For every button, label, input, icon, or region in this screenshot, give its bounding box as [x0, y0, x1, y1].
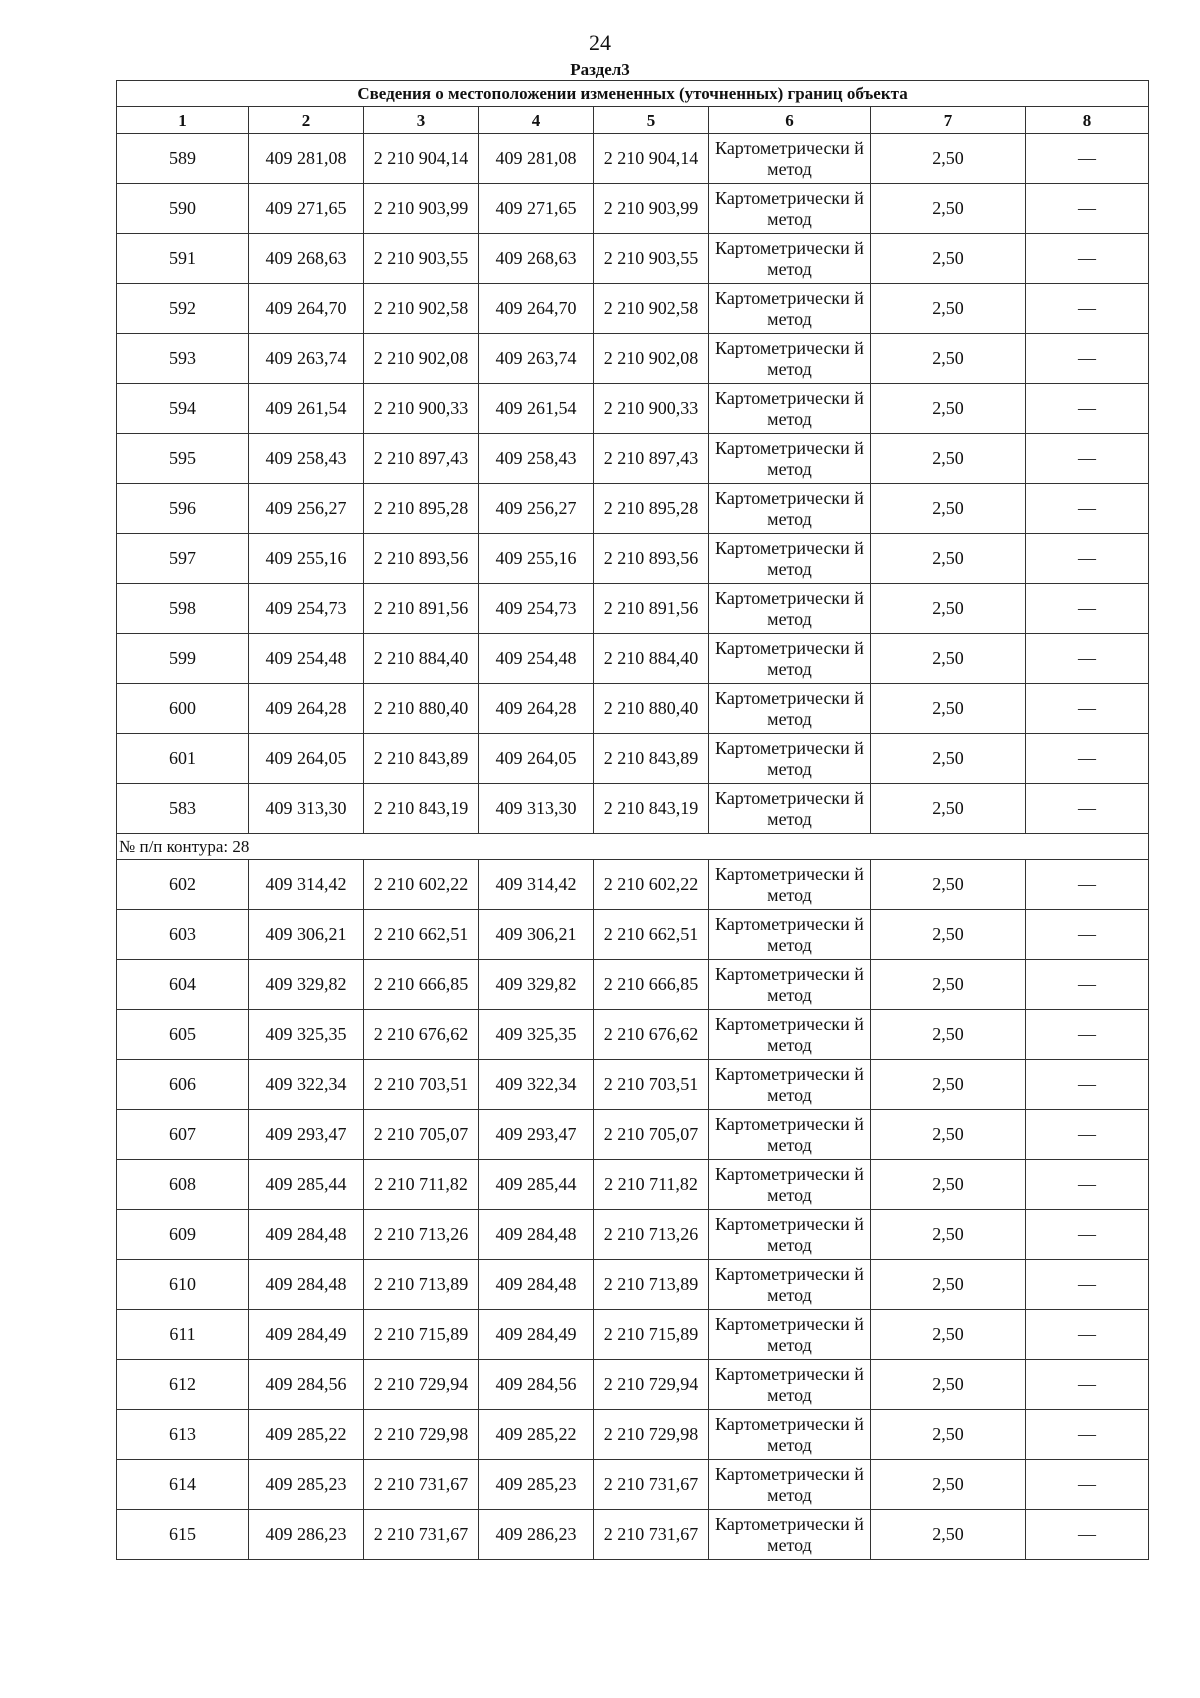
x-old-cell: 409 284,48: [249, 1210, 364, 1260]
x-old-cell: 409 268,63: [249, 234, 364, 284]
x-new-cell: 409 286,23: [479, 1510, 594, 1560]
point-number-cell: 615: [117, 1510, 249, 1560]
table-row: [117, 1310, 1149, 1360]
x-new-cell: 409 314,42: [479, 860, 594, 910]
y-new-cell: 2 210 715,89: [594, 1310, 709, 1360]
point-number-cell: 583: [117, 784, 249, 834]
method-cell: Картометрически й метод: [709, 784, 871, 834]
y-new-cell: 2 210 705,07: [594, 1110, 709, 1160]
description-cell: —: [1026, 960, 1149, 1010]
y-old-cell: 2 210 666,85: [364, 960, 479, 1010]
point-number-cell: 608: [117, 1160, 249, 1210]
point-number-cell: 599: [117, 634, 249, 684]
y-old-cell: 2 210 903,55: [364, 234, 479, 284]
y-old-cell: 2 210 900,33: [364, 384, 479, 434]
y-old-cell: 2 210 713,26: [364, 1210, 479, 1260]
accuracy-cell: 2,50: [871, 1360, 1026, 1410]
method-cell: Картометрически й метод: [709, 434, 871, 484]
accuracy-cell: 2,50: [871, 1460, 1026, 1510]
y-old-cell: 2 210 902,58: [364, 284, 479, 334]
method-cell: Картометрически й метод: [709, 284, 871, 334]
point-number-cell: 603: [117, 910, 249, 960]
x-new-cell: 409 329,82: [479, 960, 594, 1010]
point-number-cell: 598: [117, 584, 249, 634]
description-cell: —: [1026, 584, 1149, 634]
description-cell: —: [1026, 484, 1149, 534]
x-old-cell: 409 281,08: [249, 134, 364, 184]
accuracy-cell: 2,50: [871, 1160, 1026, 1210]
table-row: [117, 1010, 1149, 1060]
x-new-cell: 409 256,27: [479, 484, 594, 534]
point-number-cell: 595: [117, 434, 249, 484]
y-new-cell: 2 210 662,51: [594, 910, 709, 960]
x-new-cell: 409 264,70: [479, 284, 594, 334]
point-number-cell: 601: [117, 734, 249, 784]
y-old-cell: 2 210 904,14: [364, 134, 479, 184]
y-old-cell: 2 210 729,94: [364, 1360, 479, 1410]
table-row: [117, 1110, 1149, 1160]
coordinates-table: [116, 80, 1149, 1560]
accuracy-cell: 2,50: [871, 234, 1026, 284]
point-number-cell: 612: [117, 1360, 249, 1410]
point-number-cell: 614: [117, 1460, 249, 1510]
x-old-cell: 409 264,28: [249, 684, 364, 734]
y-new-cell: 2 210 884,40: [594, 634, 709, 684]
table-row: [117, 184, 1149, 234]
accuracy-cell: 2,50: [871, 860, 1026, 910]
method-cell: Картометрически й метод: [709, 910, 871, 960]
y-new-cell: 2 210 891,56: [594, 584, 709, 634]
y-old-cell: 2 210 880,40: [364, 684, 479, 734]
x-old-cell: 409 271,65: [249, 184, 364, 234]
y-new-cell: 2 210 897,43: [594, 434, 709, 484]
table-caption-row: [117, 81, 1149, 107]
point-number-cell: 597: [117, 534, 249, 584]
method-cell: Картометрически й метод: [709, 534, 871, 584]
y-old-cell: 2 210 902,08: [364, 334, 479, 384]
description-cell: —: [1026, 234, 1149, 284]
description-cell: —: [1026, 1510, 1149, 1560]
y-new-cell: 2 210 903,55: [594, 234, 709, 284]
accuracy-cell: 2,50: [871, 960, 1026, 1010]
table-row: [117, 1510, 1149, 1560]
x-old-cell: 409 322,34: [249, 1060, 364, 1110]
point-number-cell: 604: [117, 960, 249, 1010]
accuracy-cell: 2,50: [871, 334, 1026, 384]
x-old-cell: 409 261,54: [249, 384, 364, 434]
accuracy-cell: 2,50: [871, 284, 1026, 334]
column-header: 6: [709, 107, 871, 134]
x-new-cell: 409 261,54: [479, 384, 594, 434]
x-old-cell: 409 258,43: [249, 434, 364, 484]
description-cell: —: [1026, 1310, 1149, 1360]
x-old-cell: 409 313,30: [249, 784, 364, 834]
y-old-cell: 2 210 705,07: [364, 1110, 479, 1160]
y-old-cell: 2 210 713,89: [364, 1260, 479, 1310]
contour-label: № п/п контура: 28: [117, 834, 1149, 860]
x-new-cell: 409 258,43: [479, 434, 594, 484]
x-new-cell: 409 284,48: [479, 1260, 594, 1310]
method-cell: Картометрически й метод: [709, 734, 871, 784]
y-new-cell: 2 210 902,08: [594, 334, 709, 384]
y-old-cell: 2 210 731,67: [364, 1510, 479, 1560]
accuracy-cell: 2,50: [871, 784, 1026, 834]
description-cell: —: [1026, 184, 1149, 234]
description-cell: —: [1026, 860, 1149, 910]
accuracy-cell: 2,50: [871, 734, 1026, 784]
method-cell: Картометрически й метод: [709, 334, 871, 384]
x-new-cell: 409 284,49: [479, 1310, 594, 1360]
accuracy-cell: 2,50: [871, 1410, 1026, 1460]
x-new-cell: 409 284,56: [479, 1360, 594, 1410]
y-new-cell: 2 210 676,62: [594, 1010, 709, 1060]
method-cell: Картометрически й метод: [709, 684, 871, 734]
method-cell: Картометрически й метод: [709, 234, 871, 284]
point-number-cell: 606: [117, 1060, 249, 1110]
method-cell: Картометрически й метод: [709, 1360, 871, 1410]
table-row: [117, 734, 1149, 784]
x-new-cell: 409 306,21: [479, 910, 594, 960]
y-old-cell: 2 210 602,22: [364, 860, 479, 910]
table-row: [117, 384, 1149, 434]
y-new-cell: 2 210 729,98: [594, 1410, 709, 1460]
table-row: [117, 484, 1149, 534]
method-cell: Картометрически й метод: [709, 1210, 871, 1260]
y-new-cell: 2 210 731,67: [594, 1510, 709, 1560]
description-cell: —: [1026, 1460, 1149, 1510]
table-row: [117, 1210, 1149, 1260]
y-new-cell: 2 210 843,89: [594, 734, 709, 784]
x-old-cell: 409 256,27: [249, 484, 364, 534]
x-old-cell: 409 314,42: [249, 860, 364, 910]
table-row: [117, 1160, 1149, 1210]
accuracy-cell: 2,50: [871, 1110, 1026, 1160]
y-new-cell: 2 210 703,51: [594, 1060, 709, 1110]
method-cell: Картометрически й метод: [709, 960, 871, 1010]
x-new-cell: 409 285,23: [479, 1460, 594, 1510]
table-row: [117, 1260, 1149, 1310]
accuracy-cell: 2,50: [871, 1260, 1026, 1310]
x-old-cell: 409 285,22: [249, 1410, 364, 1460]
point-number-cell: 605: [117, 1010, 249, 1060]
table-row: [117, 1460, 1149, 1510]
column-header: 8: [1026, 107, 1149, 134]
x-new-cell: 409 264,05: [479, 734, 594, 784]
table-caption: Сведения о местоположении измененных (уточненных) границ объекта: [117, 81, 1149, 107]
x-old-cell: 409 254,73: [249, 584, 364, 634]
accuracy-cell: 2,50: [871, 1310, 1026, 1360]
point-number-cell: 613: [117, 1410, 249, 1460]
description-cell: —: [1026, 1260, 1149, 1310]
y-old-cell: 2 210 891,56: [364, 584, 479, 634]
x-new-cell: 409 313,30: [479, 784, 594, 834]
accuracy-cell: 2,50: [871, 910, 1026, 960]
y-old-cell: 2 210 903,99: [364, 184, 479, 234]
y-new-cell: 2 210 893,56: [594, 534, 709, 584]
x-old-cell: 409 254,48: [249, 634, 364, 684]
method-cell: Картометрически й метод: [709, 860, 871, 910]
accuracy-cell: 2,50: [871, 534, 1026, 584]
method-cell: Картометрически й метод: [709, 1010, 871, 1060]
contour-label-row: [117, 834, 1149, 860]
x-old-cell: 409 293,47: [249, 1110, 364, 1160]
y-new-cell: 2 210 711,82: [594, 1160, 709, 1210]
table-row: [117, 1360, 1149, 1410]
table-row: [117, 584, 1149, 634]
method-cell: Картометрически й метод: [709, 1310, 871, 1360]
description-cell: —: [1026, 634, 1149, 684]
y-new-cell: 2 210 713,26: [594, 1210, 709, 1260]
description-cell: —: [1026, 784, 1149, 834]
x-new-cell: 409 284,48: [479, 1210, 594, 1260]
x-new-cell: 409 254,48: [479, 634, 594, 684]
table-row: [117, 1410, 1149, 1460]
description-cell: —: [1026, 334, 1149, 384]
x-new-cell: 409 293,47: [479, 1110, 594, 1160]
accuracy-cell: 2,50: [871, 1510, 1026, 1560]
description-cell: —: [1026, 910, 1149, 960]
x-new-cell: 409 271,65: [479, 184, 594, 234]
y-old-cell: 2 210 731,67: [364, 1460, 479, 1510]
accuracy-cell: 2,50: [871, 384, 1026, 434]
point-number-cell: 592: [117, 284, 249, 334]
x-new-cell: 409 254,73: [479, 584, 594, 634]
point-number-cell: 589: [117, 134, 249, 184]
accuracy-cell: 2,50: [871, 1210, 1026, 1260]
y-old-cell: 2 210 662,51: [364, 910, 479, 960]
section-title: Раздел3: [570, 60, 630, 79]
y-old-cell: 2 210 893,56: [364, 534, 479, 584]
y-new-cell: 2 210 900,33: [594, 384, 709, 434]
x-old-cell: 409 306,21: [249, 910, 364, 960]
x-new-cell: 409 285,44: [479, 1160, 594, 1210]
method-cell: Картометрически й метод: [709, 634, 871, 684]
table-row: [117, 634, 1149, 684]
table-row: [117, 284, 1149, 334]
table-row: [117, 234, 1149, 284]
y-new-cell: 2 210 729,94: [594, 1360, 709, 1410]
y-new-cell: 2 210 731,67: [594, 1460, 709, 1510]
table-row: [117, 960, 1149, 1010]
table-row: [117, 860, 1149, 910]
accuracy-cell: 2,50: [871, 184, 1026, 234]
column-header: 4: [479, 107, 594, 134]
column-header: 3: [364, 107, 479, 134]
y-new-cell: 2 210 895,28: [594, 484, 709, 534]
y-new-cell: 2 210 843,19: [594, 784, 709, 834]
method-cell: Картометрически й метод: [709, 484, 871, 534]
x-new-cell: 409 263,74: [479, 334, 594, 384]
y-old-cell: 2 210 884,40: [364, 634, 479, 684]
method-cell: Картометрически й метод: [709, 1060, 871, 1110]
x-old-cell: 409 264,05: [249, 734, 364, 784]
table-row: [117, 334, 1149, 384]
description-cell: —: [1026, 134, 1149, 184]
table-row: [117, 534, 1149, 584]
x-new-cell: 409 264,28: [479, 684, 594, 734]
y-new-cell: 2 210 902,58: [594, 284, 709, 334]
description-cell: —: [1026, 534, 1149, 584]
method-cell: Картометрически й метод: [709, 384, 871, 434]
x-new-cell: 409 325,35: [479, 1010, 594, 1060]
x-new-cell: 409 268,63: [479, 234, 594, 284]
accuracy-cell: 2,50: [871, 634, 1026, 684]
x-new-cell: 409 322,34: [479, 1060, 594, 1110]
x-old-cell: 409 286,23: [249, 1510, 364, 1560]
table-row: [117, 910, 1149, 960]
method-cell: Картометрически й метод: [709, 134, 871, 184]
x-old-cell: 409 285,23: [249, 1460, 364, 1510]
y-old-cell: 2 210 895,28: [364, 484, 479, 534]
column-header: 7: [871, 107, 1026, 134]
y-old-cell: 2 210 843,19: [364, 784, 479, 834]
y-new-cell: 2 210 666,85: [594, 960, 709, 1010]
point-number-cell: 593: [117, 334, 249, 384]
point-number-cell: 594: [117, 384, 249, 434]
description-cell: —: [1026, 434, 1149, 484]
accuracy-cell: 2,50: [871, 684, 1026, 734]
y-old-cell: 2 210 711,82: [364, 1160, 479, 1210]
description-cell: —: [1026, 1110, 1149, 1160]
y-old-cell: 2 210 715,89: [364, 1310, 479, 1360]
method-cell: Картометрически й метод: [709, 584, 871, 634]
x-old-cell: 409 284,56: [249, 1360, 364, 1410]
description-cell: —: [1026, 1360, 1149, 1410]
column-header: 1: [117, 107, 249, 134]
y-new-cell: 2 210 904,14: [594, 134, 709, 184]
x-old-cell: 409 329,82: [249, 960, 364, 1010]
description-cell: —: [1026, 1060, 1149, 1110]
description-cell: —: [1026, 684, 1149, 734]
accuracy-cell: 2,50: [871, 434, 1026, 484]
x-new-cell: 409 281,08: [479, 134, 594, 184]
method-cell: Картометрически й метод: [709, 1510, 871, 1560]
y-old-cell: 2 210 703,51: [364, 1060, 479, 1110]
x-new-cell: 409 285,22: [479, 1410, 594, 1460]
x-old-cell: 409 284,49: [249, 1310, 364, 1360]
description-cell: —: [1026, 1160, 1149, 1210]
accuracy-cell: 2,50: [871, 484, 1026, 534]
description-cell: —: [1026, 734, 1149, 784]
accuracy-cell: 2,50: [871, 584, 1026, 634]
point-number-cell: 611: [117, 1310, 249, 1360]
x-old-cell: 409 255,16: [249, 534, 364, 584]
description-cell: —: [1026, 384, 1149, 434]
method-cell: Картометрически й метод: [709, 1460, 871, 1510]
x-old-cell: 409 263,74: [249, 334, 364, 384]
method-cell: Картометрически й метод: [709, 1110, 871, 1160]
y-old-cell: 2 210 843,89: [364, 734, 479, 784]
accuracy-cell: 2,50: [871, 1010, 1026, 1060]
x-old-cell: 409 264,70: [249, 284, 364, 334]
y-old-cell: 2 210 729,98: [364, 1410, 479, 1460]
table-row: [117, 434, 1149, 484]
y-old-cell: 2 210 676,62: [364, 1010, 479, 1060]
point-number-cell: 602: [117, 860, 249, 910]
table-row: [117, 134, 1149, 184]
y-new-cell: 2 210 713,89: [594, 1260, 709, 1310]
point-number-cell: 590: [117, 184, 249, 234]
description-cell: —: [1026, 1210, 1149, 1260]
method-cell: Картометрически й метод: [709, 1160, 871, 1210]
accuracy-cell: 2,50: [871, 134, 1026, 184]
page-number: 24: [589, 30, 611, 55]
point-number-cell: 607: [117, 1110, 249, 1160]
y-old-cell: 2 210 897,43: [364, 434, 479, 484]
method-cell: Картометрически й метод: [709, 1410, 871, 1460]
y-new-cell: 2 210 903,99: [594, 184, 709, 234]
table-header-row: [117, 107, 1149, 134]
y-new-cell: 2 210 602,22: [594, 860, 709, 910]
table-row: [117, 684, 1149, 734]
point-number-cell: 600: [117, 684, 249, 734]
column-header: 2: [249, 107, 364, 134]
table-row: [117, 784, 1149, 834]
description-cell: —: [1026, 1410, 1149, 1460]
point-number-cell: 609: [117, 1210, 249, 1260]
column-header: 5: [594, 107, 709, 134]
point-number-cell: 610: [117, 1260, 249, 1310]
description-cell: —: [1026, 284, 1149, 334]
method-cell: Картометрически й метод: [709, 1260, 871, 1310]
x-old-cell: 409 285,44: [249, 1160, 364, 1210]
point-number-cell: 596: [117, 484, 249, 534]
x-old-cell: 409 284,48: [249, 1260, 364, 1310]
table-row: [117, 1060, 1149, 1110]
point-number-cell: 591: [117, 234, 249, 284]
accuracy-cell: 2,50: [871, 1060, 1026, 1110]
method-cell: Картометрически й метод: [709, 184, 871, 234]
x-old-cell: 409 325,35: [249, 1010, 364, 1060]
description-cell: —: [1026, 1010, 1149, 1060]
x-new-cell: 409 255,16: [479, 534, 594, 584]
y-new-cell: 2 210 880,40: [594, 684, 709, 734]
